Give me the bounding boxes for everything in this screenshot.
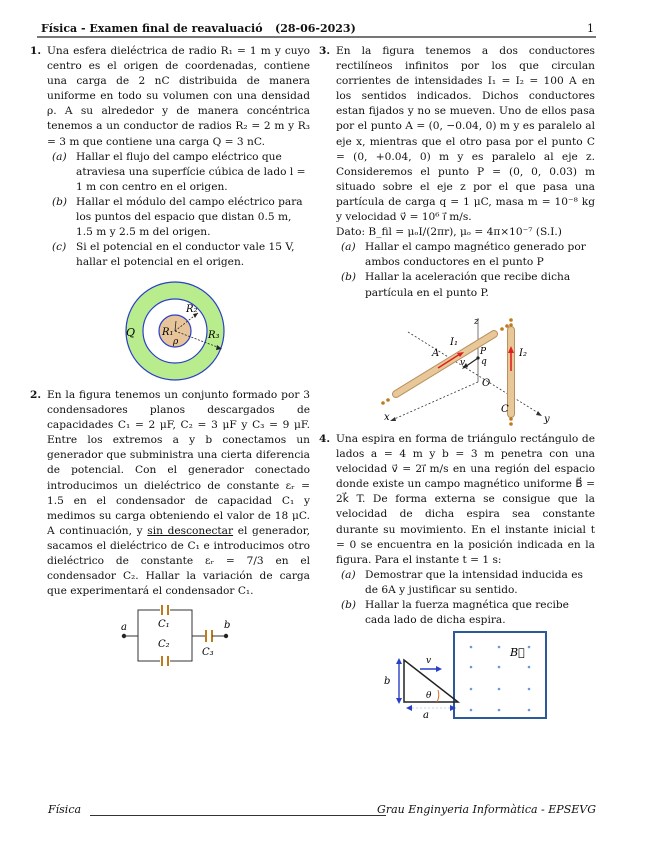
svg-text:P: P: [480, 347, 487, 357]
problem-part: (b) Hallar la aceleración que recibe dicha partícula en el punto P.: [341, 271, 571, 299]
exam-date: (28-06-2023): [275, 22, 356, 35]
problem-part: (b) Hallar la fuerza magnética que recibe cada lado de dicha espira.: [341, 599, 569, 627]
left-column: [30, 44, 310, 270]
svg-text:O: O: [482, 378, 491, 389]
svg-text:ρ: ρ: [173, 337, 179, 347]
svg-text:x: x: [384, 412, 390, 423]
figure-spheres: [116, 280, 266, 384]
footer-rule: [90, 815, 386, 816]
svg-text:R₃: R₃: [208, 330, 220, 341]
label-q: Q: [126, 326, 136, 339]
problem-text: En la figura tenemos un conjunto formado por 3 condensadores planos descargados de capacidades C₁ = 2 μF, C₂ = 3 μF y C₃ = 9 μF. Entre los extremos a y b conectamos un generador que subministra una cierta diferencia de potencial. Con el generador conectado introducimos un dieléctrico de constante εᵣ = 1.5 en el condensador de capacidad C₁ y medimos su carga obteniendo el valor de 18 μC. A continuación, y sin desconectar el generador, sacamos el dieléctrico de C₁ e introducimos otro dieléctrico de constante εᵣ = 7/3 en el condensador C₂. Hallar la variación de carga que experimentará el condensador C₁.: [47, 389, 311, 598]
problem-text: En la figura tenemos a dos conductores rectilíneos infinitos por los que circulan corrientes de intensidades I₁ = I₂ = 100 A en los sentidos indicados. Dichos conductores estan fijados y no se mueven. Uno de ellos pasa por el punto A = (0, −0.04, 0) m y es paralelo al eje x, mientras que el otro pasa por el punto C = (0, +0.04, 0) m y es paralelo al eje z. Consideremos el punto P = (0, 0, 0.03) m situado sobre el eje z por el que pasa una partícula de carga q = 1 μC, masa m = 10⁻⁸ kg y velocidad v⃗ = 10⁶ ı⃗ m/s.: [336, 45, 595, 224]
svg-text:v: v: [460, 358, 466, 368]
problem-number: 3.: [319, 45, 331, 57]
page-footer: [48, 803, 596, 819]
svg-text:C₂: C₂: [158, 639, 170, 650]
problem-1: [30, 44, 310, 270]
problem-part: (a) Demostrar que la intensidad inducida es de 6A y justificar su sentido.: [341, 568, 583, 596]
figure-capacitors: [118, 604, 248, 666]
svg-text:b: b: [384, 676, 391, 687]
svg-text:I₁: I₁: [450, 337, 458, 348]
svg-text:z: z: [474, 317, 479, 327]
page-header: [37, 20, 596, 38]
problem-2: [30, 388, 310, 599]
svg-text:C₃: C₃: [202, 647, 214, 658]
svg-text:a: a: [121, 622, 127, 633]
svg-text:R₁: R₁: [162, 327, 174, 338]
page-number: 1: [587, 22, 594, 35]
problem-number: 4.: [319, 433, 331, 445]
exam-title: Física - Examen final de reavaluació: [41, 22, 263, 35]
svg-text:q: q: [481, 357, 487, 367]
right-column: [319, 44, 595, 301]
problem-text: Una esfera dieléctrica de radio R₁ = 1 m y cuyo centro es el origen de coordenadas, contiene una carga de 2 nC distribuida de manera uniforme en todo su volumen con una densidad ρ. A su alrededor y de manera concéntrica tenemos a un conductor de radios R₂ = 2 m y R₃ = 3 m que contiene una carga Q = 3 nC.: [47, 45, 310, 148]
problem-number: 2.: [30, 389, 42, 401]
svg-text:C₁: C₁: [158, 619, 170, 630]
svg-text:R₂: R₂: [186, 304, 198, 315]
footer-subject: Física: [48, 803, 82, 816]
left-column-2: [30, 388, 310, 599]
svg-text:a: a: [423, 710, 429, 720]
problem-part: (a) Hallar el campo magnético generado por ambos conductores en el punto P: [341, 241, 586, 269]
figure-wires: [380, 316, 550, 428]
problem-part: (b) Hallar el módulo del campo eléctrico para los puntos del espacio que distan 0.5 m, 1.5 m y 2.5 m del origen.: [52, 195, 303, 239]
svg-text:I₂: I₂: [519, 348, 527, 359]
problem-text: Una espira en forma de triángulo rectángulo de lados a = 4 m y b = 3 m penetra con una velocidad v⃗ = 2ı⃗ m/s en una región del espacio donde existe un campo magnético uniforme B⃗ = 2k⃗ T. De forma externa se consigue que la velocidad de dicha espira sea constante durante su movimiento. En el instante inicial t = 0 se encuentra en la posición indicada en la figura. Para el instante t = 1 s:: [336, 433, 595, 566]
field-label: B⃗: [510, 646, 525, 659]
figure-loop: [378, 630, 548, 720]
problem-4: [319, 432, 595, 628]
svg-text:y: y: [544, 414, 550, 425]
underlined-emphasis: sin desconectar: [147, 524, 234, 537]
problem-part: (c) Si el potencial en el conductor vale 15 V, hallar el potencial en el origen.: [52, 241, 295, 269]
footer-institution: Grau Enginyeria Informàtica - EPSEVG: [377, 803, 596, 816]
problem-number: 1.: [30, 45, 42, 57]
svg-text:A: A: [432, 348, 440, 359]
svg-text:θ: θ: [426, 691, 432, 701]
svg-text:v: v: [426, 656, 432, 666]
svg-text:b: b: [224, 620, 231, 631]
svg-text:C: C: [501, 404, 509, 415]
data-note: Dato: B_fil = μₒI/(2πr), μₒ = 4π×10⁻⁷ (S.I.): [336, 226, 562, 239]
problem-3: [319, 44, 595, 301]
problem-part: (a) Hallar el flujo del campo eléctrico que atraviesa una superfície cúbica de lado l = 1 m con centro en el origen.: [52, 150, 306, 193]
right-column-2: [319, 432, 595, 628]
